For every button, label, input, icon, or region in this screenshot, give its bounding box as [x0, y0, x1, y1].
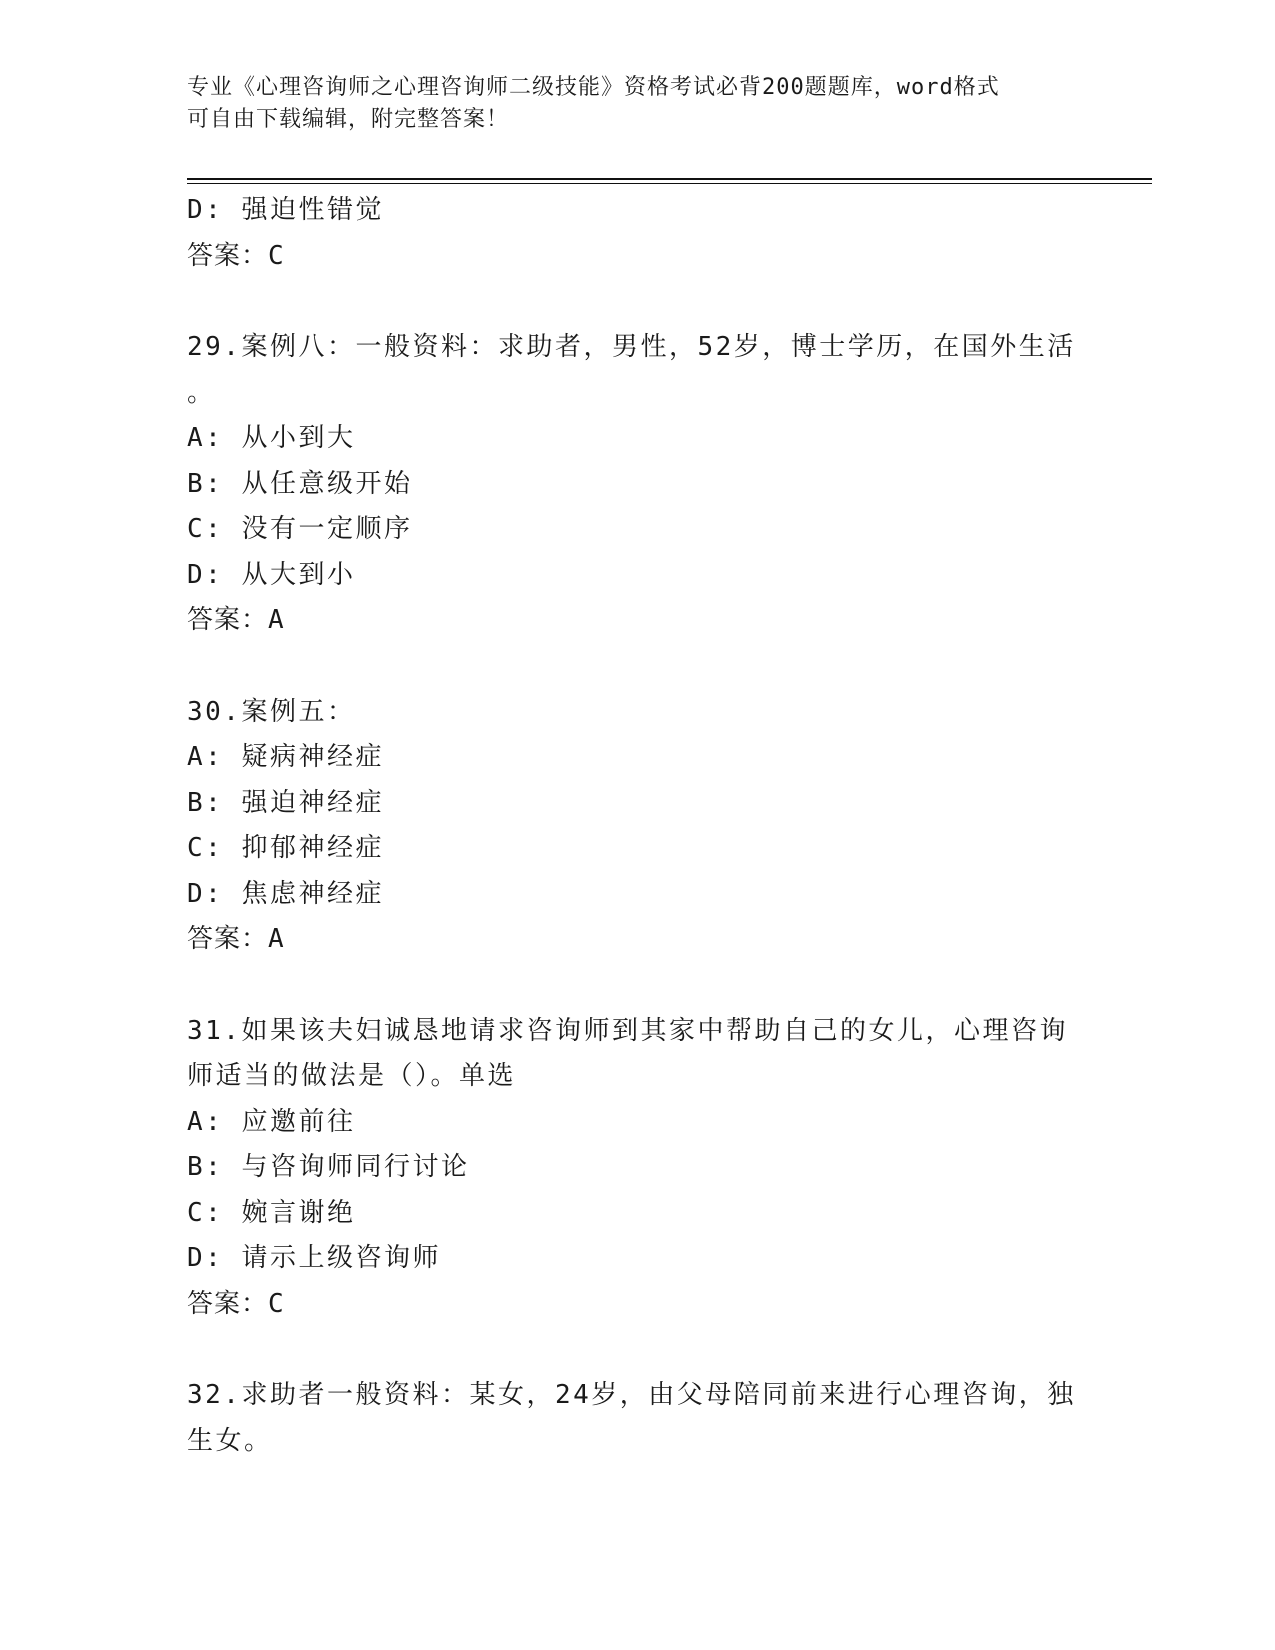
header-divider-thick [187, 178, 1152, 180]
option-d: D: 焦虑神经症 [187, 878, 384, 909]
question-30 [187, 690, 1087, 963]
question-stem: 30.案例五： [187, 696, 356, 727]
answer-label: 答案： [187, 924, 269, 954]
header-line-2: 可自由下载编辑，附完整答案！ [187, 107, 510, 132]
option-c: C: 抑郁神经症 [187, 833, 384, 863]
answer-value: A [268, 924, 285, 954]
option-b: B: 强迫神经症 [187, 787, 384, 818]
answer-label: 答案： [187, 605, 269, 635]
option-a: A: 疑病神经症 [187, 742, 384, 772]
answer-value: C [268, 1288, 285, 1319]
question-stem-continued: 生女。 [187, 1425, 273, 1456]
question-stem: 29.案例八：一般资料：求助者，男性，52岁，博士学历，在国外生活 [187, 332, 1076, 362]
answer-label: 答案： [187, 240, 269, 271]
header-divider-thin [187, 183, 1152, 184]
answer-line [187, 917, 1087, 963]
option-d: D: 请示上级咨询师 [187, 1243, 441, 1273]
option-a: A: 从小到大 [187, 423, 356, 453]
answer-value: C [268, 240, 285, 271]
option-c: C: 没有一定顺序 [187, 514, 413, 544]
header-line-1: 专业《心理咨询师之心理咨询师二级技能》资格考试必背200题题库，word格式 [187, 75, 1000, 100]
question-stem: 31.如果该夫妇诚恳地请求咨询师到其家中帮助自己的女儿，心理咨询 [187, 1015, 1068, 1046]
answer-value: A [268, 605, 285, 635]
question-31 [187, 1009, 1087, 1328]
answer-line [187, 1282, 1087, 1328]
question-content [187, 188, 1087, 1464]
option-b: B: 从任意级开始 [187, 468, 413, 499]
question-29 [187, 325, 1087, 644]
answer-line [187, 234, 1087, 280]
document-header [187, 72, 1067, 136]
answer-line [187, 598, 1087, 644]
option-b: B: 与咨询师同行讨论 [187, 1152, 470, 1182]
prev-question-tail [187, 188, 1087, 279]
answer-label: 答案： [187, 1288, 269, 1319]
option-d: D: 强迫性错觉 [187, 195, 384, 225]
question-stem-continued: 。 [187, 377, 216, 408]
question-stem-continued: 师适当的做法是（）。单选 [187, 1061, 517, 1091]
option-a: A: 应邀前往 [187, 1106, 356, 1137]
option-d: D: 从大到小 [187, 559, 356, 590]
question-32 [187, 1373, 1087, 1464]
option-c: C: 婉言谢绝 [187, 1197, 356, 1228]
question-stem: 32.求助者一般资料：某女，24岁，由父母陪同前来进行心理咨询，独 [187, 1380, 1076, 1410]
